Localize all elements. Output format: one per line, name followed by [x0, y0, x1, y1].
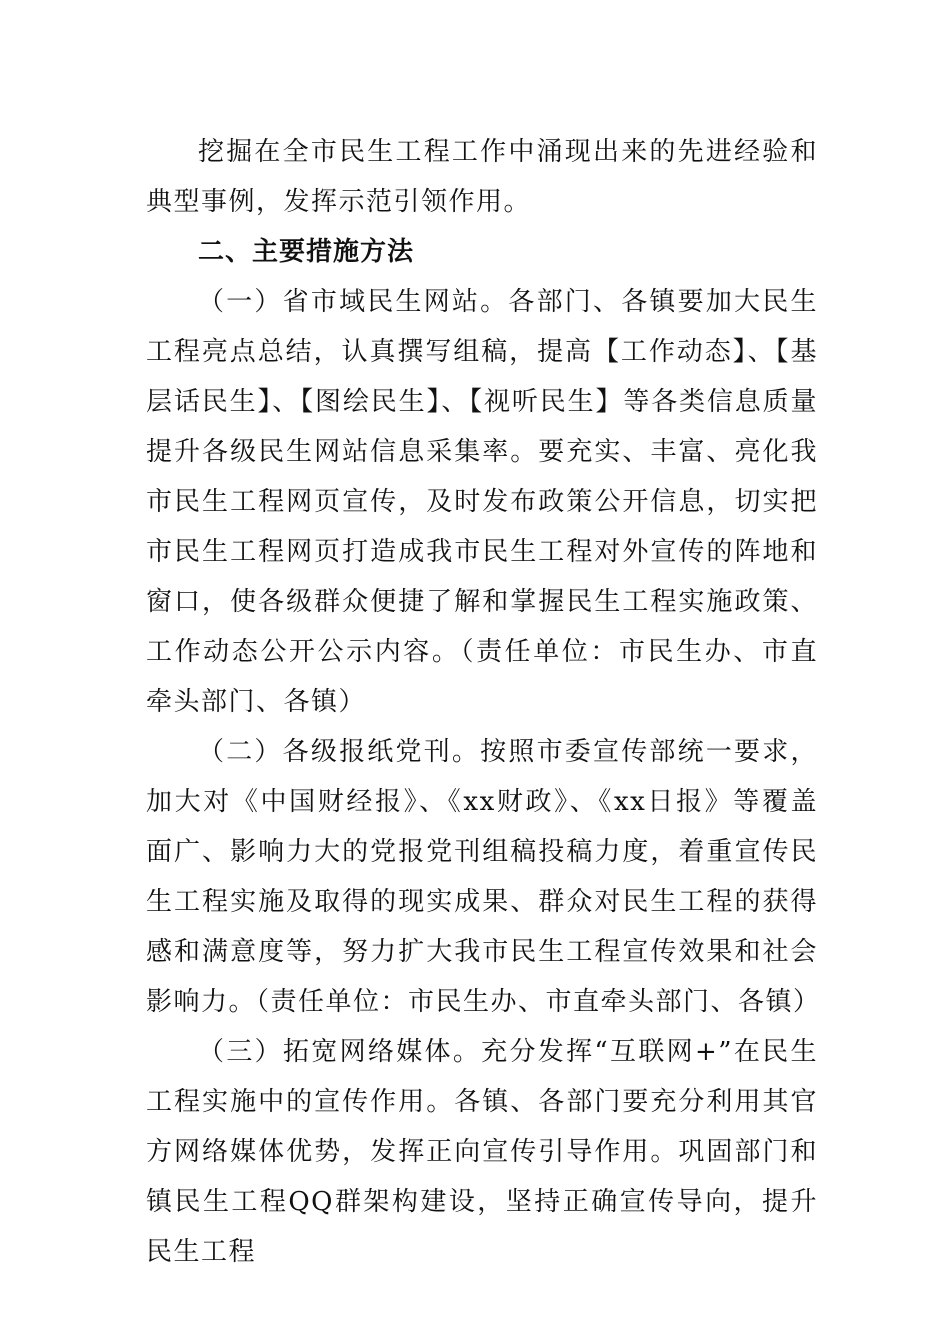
section-heading: 二、主要措施方法: [198, 237, 415, 267]
document-body: [146, 127, 821, 1277]
intro-paragraph: 挖掘在全市民生工程工作中涌现出来的先进经验和典型事例，发挥示范引领作用。: [146, 137, 818, 217]
measure-paragraph-2: （二）各级报纸党刊。按照市委宣传部统一要求，加大对《中国财经报》、《xx财政》、《xx日报》等覆盖面广、影响力大的党报党刊组稿投稿力度，着重宣传民生工程实施及取得的现实成果、群众对民生工程的获得感和满意度等，努力扩大我市民生工程宣传效果和社会影响力。（责任单位：市民生办、市直牵头部门、各镇）: [146, 737, 821, 1017]
measure-paragraph-3: （三）拓宽网络媒体。充分发挥“互联网+”在民生工程实施中的宣传作用。各镇、各部门要充分利用其官方网络媒体优势，发挥正向宣传引导作用。巩固部门和镇民生工程QQ群架构建设，坚持正确宣传导向，提升民生工程: [146, 1037, 818, 1267]
measure-paragraph-1: （一）省市域民生网站。各部门、各镇要加大民生工程亮点总结，认真撰写组稿，提高【工作动态】、【基层话民生】、【图绘民生】、【视听民生】等各类信息质量提升各级民生网站信息采集率。要充实、丰富、亮化我市民生工程网页宣传，及时发布政策公开信息，切实把市民生工程网页打造成我市民生工程对外宣传的阵地和窗口，使各级群众便捷了解和掌握民生工程实施政策、工作动态公开公示内容。（责任单位：市民生办、市直牵头部门、各镇）: [146, 287, 818, 717]
